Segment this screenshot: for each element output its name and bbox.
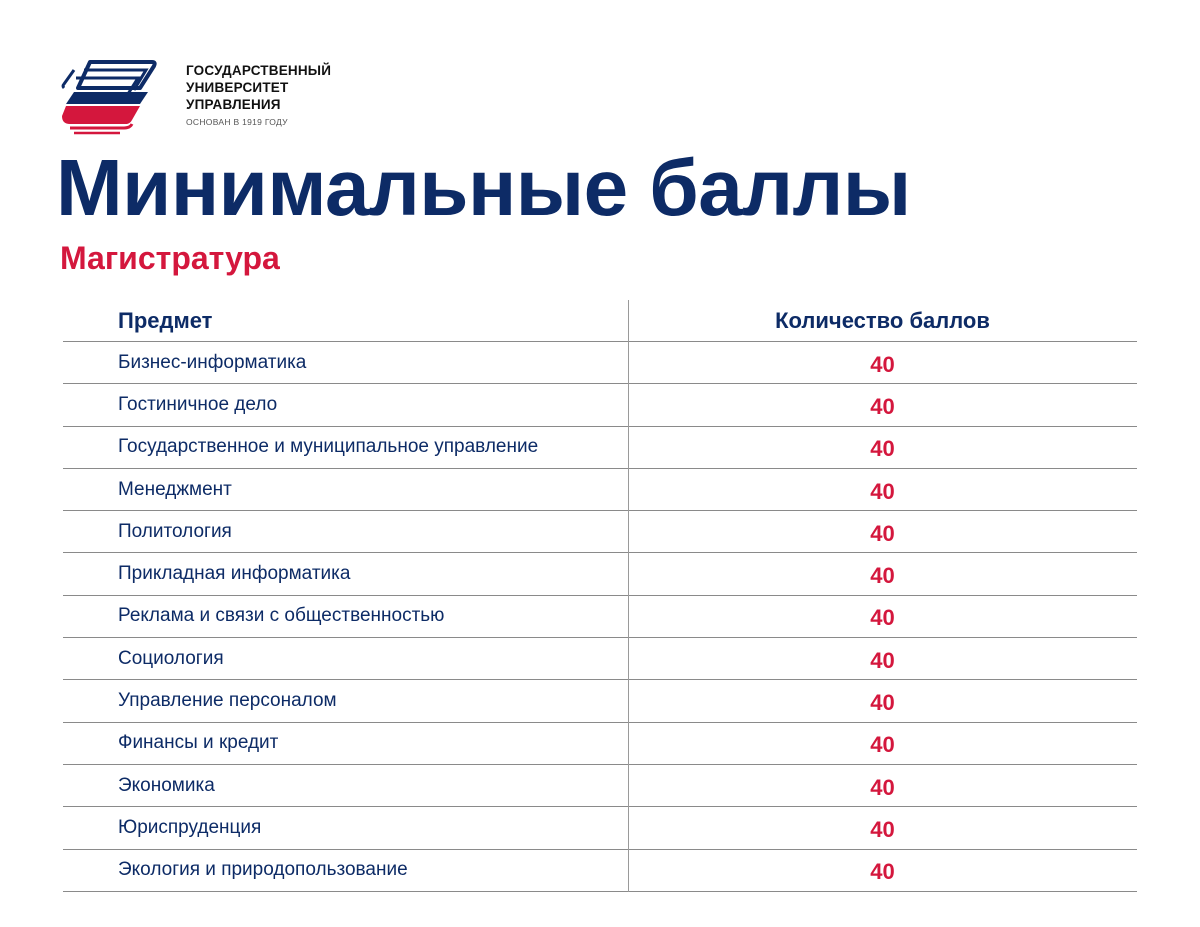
book-logo-icon [60,56,160,136]
row-subject: Экономика [118,774,215,796]
row-score: 40 [870,478,895,504]
table-row [63,553,1137,595]
row-score: 40 [870,520,895,546]
header-score: Количество баллов [775,307,990,333]
logo-text [186,62,331,127]
logo-founded: ОСНОВАН В 1919 ГОДУ [186,117,288,127]
row-subject: Юриспруденция [118,816,262,838]
university-logo [60,56,331,136]
row-score: 40 [870,690,895,716]
row-subject: Управление персоналом [118,690,337,712]
row-subject: Социология [118,647,224,669]
table-header [63,300,1137,342]
table-row [63,511,1137,553]
logo-line-2: УНИВЕРСИТЕТ [186,80,289,95]
logo-line-3: УПРАВЛЕНИЯ [186,97,281,112]
row-score: 40 [870,436,895,462]
table-row [63,469,1137,511]
table-row [63,384,1137,426]
row-subject: Финансы и кредит [118,732,279,754]
row-subject: Реклама и связи с общественностью [118,605,445,627]
row-subject: Государственное и муниципальное управление [118,436,539,458]
table-row [63,850,1137,892]
row-score: 40 [870,393,895,419]
row-score: 40 [870,732,895,758]
scores-table [63,300,1137,892]
row-subject: Гостиничное дело [118,393,278,415]
page-subtitle: Магистратура [60,240,280,276]
page-title: Минимальные баллы [56,143,911,232]
header-subject: Предмет [118,307,213,333]
row-score: 40 [870,816,895,842]
row-score: 40 [870,774,895,800]
table-row [63,427,1137,469]
table-row [63,807,1137,849]
logo-line-1: ГОСУДАРСТВЕННЫЙ [186,63,332,78]
row-score: 40 [870,605,895,631]
row-score: 40 [870,647,895,673]
table-row [63,765,1137,807]
table-row [63,638,1137,680]
row-score: 40 [870,351,895,377]
table-row [63,342,1137,384]
table-row [63,723,1137,765]
row-subject: Бизнес-информатика [118,351,307,373]
row-subject: Прикладная информатика [118,563,351,585]
row-subject: Политология [118,520,232,542]
column-divider [628,300,629,892]
row-subject: Менеджмент [118,478,232,500]
row-score: 40 [870,563,895,589]
table-row [63,680,1137,722]
table-row [63,596,1137,638]
row-subject: Экология и природопользование [118,859,408,881]
row-score: 40 [870,859,895,885]
